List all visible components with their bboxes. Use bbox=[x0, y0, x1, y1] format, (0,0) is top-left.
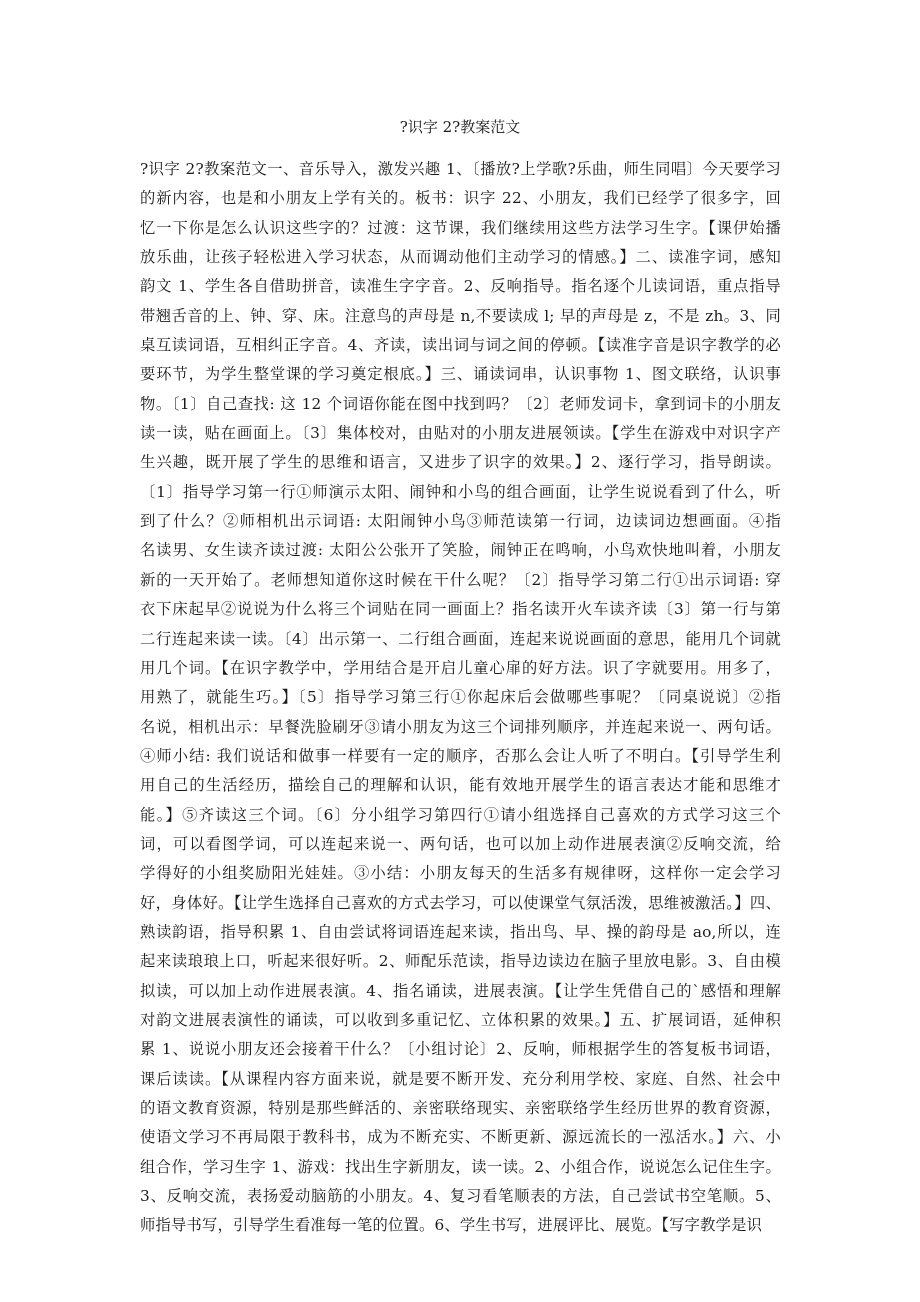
body-text-line: 读一读，贴在画面上。〔3〕集体校对，由贴对的小朋友进展领读。【学生在游戏中对识字产 bbox=[140, 424, 781, 443]
body-text-line: 二行连起来读一读。〔4〕出示第一、二行组合画面，连起来说说画面的意思，能用几个词就 bbox=[140, 629, 781, 648]
body-text-line: 到了什么？②师相机出示词语: 太阳闹钟小鸟③师范读第一行词，边读词边想画面。④指 bbox=[140, 512, 781, 531]
body-text-line: 起来读琅琅上口，听起来很好听。2、师配乐范读，指导边读边在脑子里放电影。3、自由模 bbox=[140, 952, 781, 971]
body-text-line: 衣下床起早②说说为什么将三个词贴在同一画面上？指名读开火车读齐读〔3〕第一行与第 bbox=[140, 600, 781, 619]
body-text-line: ?识字 2?教案范文一、音乐导入，激发兴趣 1、〔播放?上学歌?乐曲，师生同唱〕今天要学习 bbox=[140, 160, 781, 178]
body-text-line: 使语文学习不再局限于教科书，成为不断充实、不断更新、源远流长的一泓活水。】六、小 bbox=[140, 1128, 781, 1147]
body-text-line: 用自己的生活经历，描绘自己的理解和认识，能有效地开展学生的语言表达才能和思维才 bbox=[140, 776, 781, 795]
body-text-line: 〔1〕指导学习第一行①师演示太阳、闹钟和小鸟的组合画面，让学生说说看到了什么，听 bbox=[140, 482, 781, 501]
body-text-line: 放乐曲，让孩子轻松进入学习状态，从而调动他们主动学习的情感。】二、读准字词，感知 bbox=[140, 248, 781, 267]
body-text-line: 韵文 1、学生各自借助拼音，读准生字字音。2、反响指导。指名逐个儿读词语，重点指导 bbox=[140, 277, 781, 296]
body-text-line: 拟读，可以加上动作进展表演。4、指名诵读，进展表演。【让学生凭借自己的`感悟和理解 bbox=[140, 981, 781, 1000]
body-text-line: 课后读读。【从课程内容方面来说，就是要不断开发、充分利用学校、家庭、自然、社会中 bbox=[140, 1069, 781, 1088]
body-text-line: 的新内容，也是和小朋友上学有关的。板书：识字 22、小朋友，我们已经学了很多字，回 bbox=[140, 189, 781, 208]
body-text-line: 好，身体好。【让学生选择自己喜欢的方式去学习，可以使课堂气氛活泼，思维被激活。】四、 bbox=[140, 893, 781, 912]
body-text-line: 忆一下你是怎么认识这些字的？过渡：这节课，我们继续用这些方法学习生字。【课伊始播 bbox=[140, 218, 781, 237]
body-text-line: 生兴趣，既开展了学生的思维和语言，又进步了识字的效果。】2、逐行学习，指导朗读。 bbox=[140, 453, 781, 472]
body-text-line: 物。〔1〕自己查找: 这 12 个词语你能在图中找到吗？〔2〕老师发词卡，拿到词卡的小朋友 bbox=[140, 394, 781, 413]
body-text-line: ④师小结: 我们说话和做事一样要有一定的顺序，否那么会让人听了不明白。【引导学生利 bbox=[140, 746, 781, 765]
body-text-line: 累 1、说说小朋友还会接着干什么？〔小组讨论〕2、反响，师根据学生的答复板书词语， bbox=[140, 1040, 781, 1059]
body-text-line: 用熟了，就能生巧。】〔5〕指导学习第三行①你起床后会做哪些事呢？〔同桌说说〕②指 bbox=[140, 688, 781, 707]
body-text-line: 组合作，学习生字 1、游戏：找出生字新朋友，读一读。2、小组合作，说说怎么记住生字。 bbox=[140, 1157, 781, 1176]
body-text-line: 词，可以看图学词，可以连起来说一、两句话，也可以加上动作进展表演②反响交流，给 bbox=[140, 834, 781, 853]
body-text-line: 要环节，为学生整堂课的学习奠定根底。】三、诵读词串，认识事物 1、图文联络，认识事 bbox=[140, 365, 781, 384]
body-text-line: 名说，相机出示：早餐洗脸刷牙③请小朋友为这三个词排列顺序，并连起来说一、两句话。 bbox=[140, 717, 781, 736]
body-text-line: 对韵文进展表演性的诵读，可以收到多重记忆、立体积累的效果。】五、扩展词语，延伸积 bbox=[140, 1010, 781, 1029]
document-body bbox=[140, 155, 781, 1241]
body-text-line: 用几个词。【在识字教学中，学用结合是开启儿童心扉的好方法。识了字就要用。用多了， bbox=[140, 658, 781, 677]
body-text-line: 师指导书写，引导学生看准每一笔的位置。6、学生书写，进展评比、展览。【写字教学是识 bbox=[140, 1216, 763, 1235]
body-text-line: 的语文教育资源，特别是那些鲜活的、亲密联络现实、亲密联络学生经历世界的教育资源， bbox=[140, 1099, 781, 1117]
document-title: ?识字 2?教案范文 bbox=[399, 118, 521, 136]
body-text-line: 新的一天开始了。老师想知道你这时候在干什么呢？〔2〕指导学习第二行①出示词语: 穿 bbox=[140, 570, 781, 589]
body-text-line: 带翘舌音的上、钟、穿、床。注意鸟的声母是 n,不要读成 l; 早的声母是 z，不是 zh。3、同 bbox=[140, 306, 781, 325]
body-text-line: 能。】⑤齐读这三个词。〔6〕分小组学习第四行①请小组选择自己喜欢的方式学习这三个 bbox=[140, 805, 781, 824]
body-text-line: 熟读韵语，指导积累 1、自由尝试将词语连起来读，指出鸟、早、操的韵母是 ao,所以，连 bbox=[140, 922, 781, 941]
body-text-line: 桌互读词语，互相纠正字音。4、齐读，读出词与词之间的停顿。【读准字音是识字教学的必 bbox=[140, 336, 781, 355]
body-text-line: 学得好的小组奖励阳光娃娃。③小结：小朋友每天的生活多有规律呀，这样你一定会学习 bbox=[140, 864, 781, 883]
body-text-line: 3、反响交流，表扬爱动脑筋的小朋友。4、复习看笔顺表的方法，自己尝试书空笔顺。5、 bbox=[140, 1187, 781, 1206]
body-text-line: 名读男、女生读齐读过渡: 太阳公公张开了笑脸，闹钟正在鸣响，小鸟欢快地叫着，小朋友 bbox=[140, 541, 781, 560]
